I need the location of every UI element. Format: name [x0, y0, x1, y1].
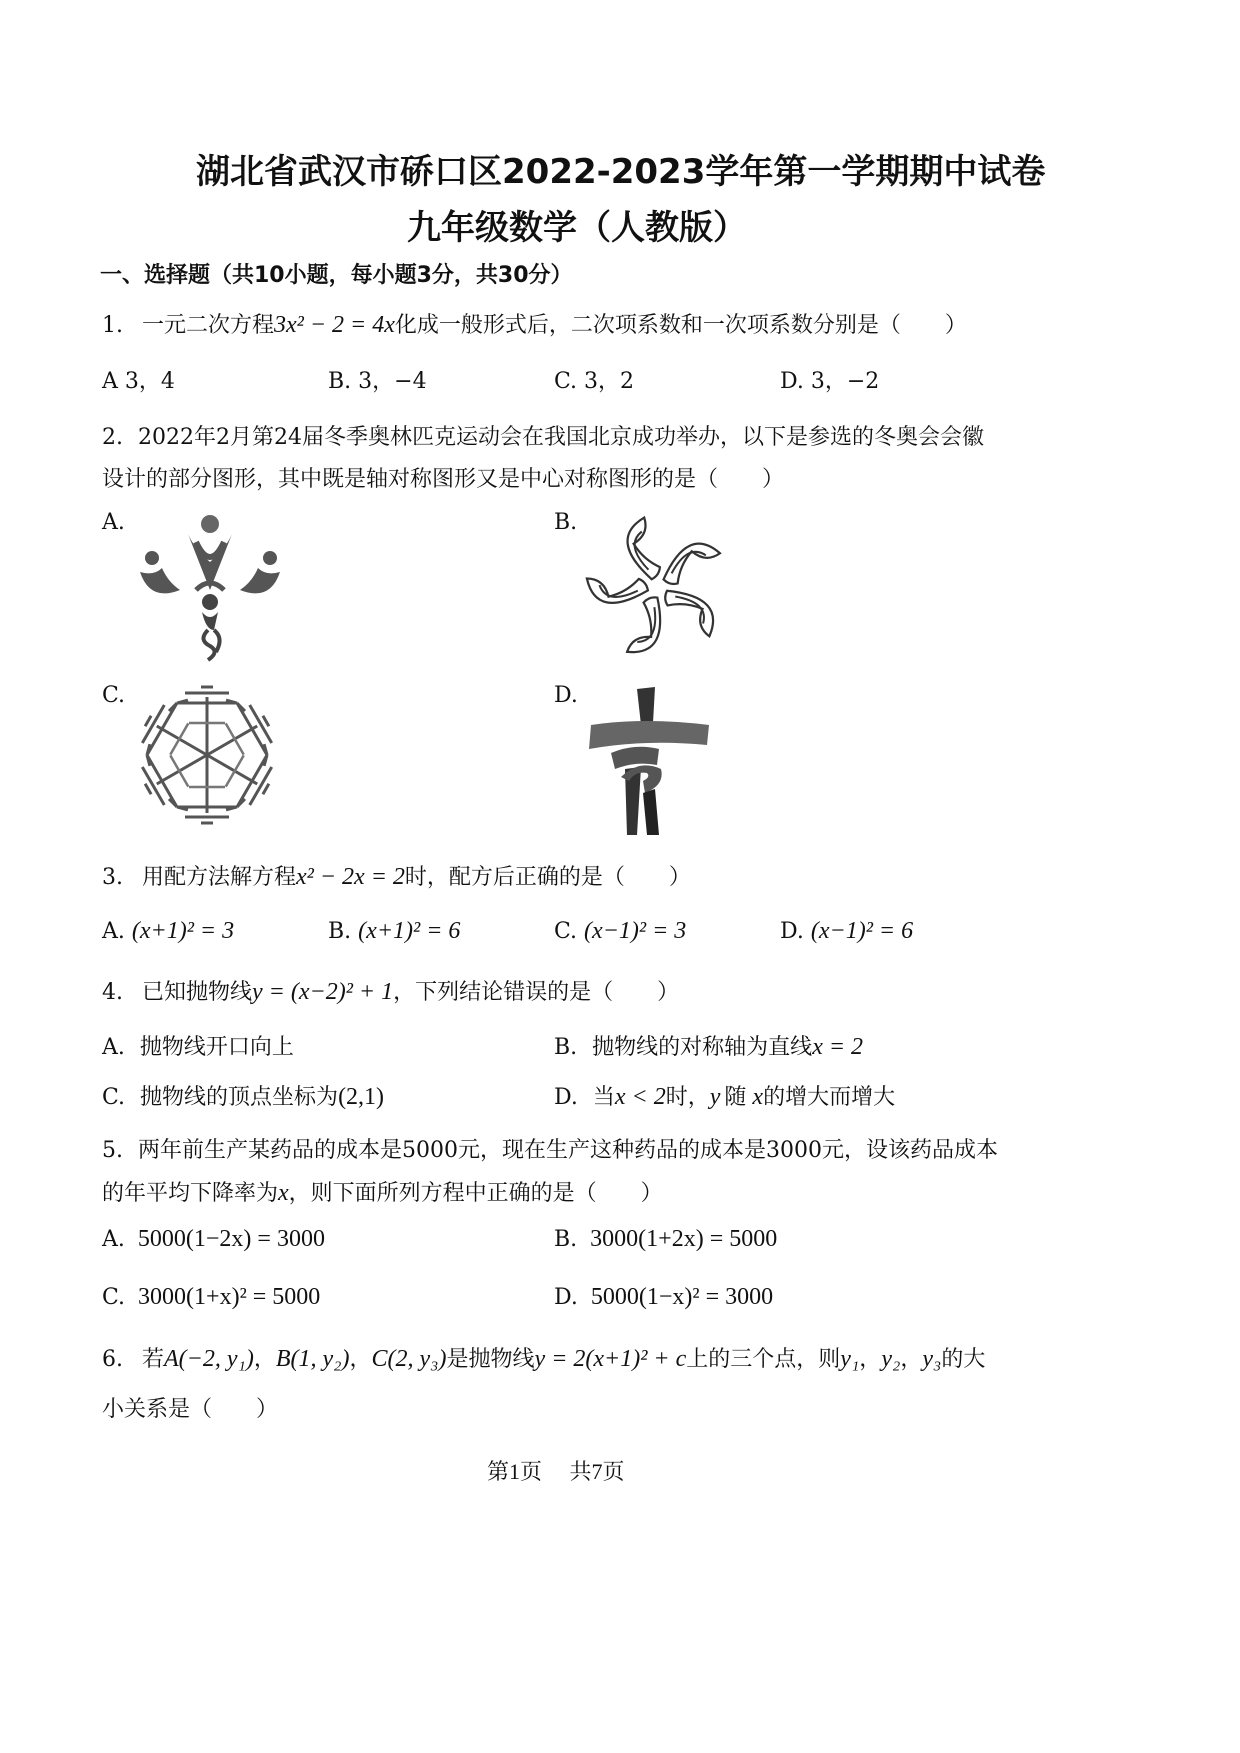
option-text: 的增大而增大	[763, 1085, 896, 1110]
option-text: 抛物线开口向上	[139, 1035, 294, 1060]
question-text: ，	[900, 1347, 923, 1372]
var-x: x	[278, 1180, 289, 1206]
question-6	[102, 1342, 985, 1373]
option-label: A.	[102, 919, 125, 944]
option-label: D.	[554, 1085, 578, 1110]
option-text: 3，2	[584, 369, 635, 394]
option-math: (x−1)² = 3	[584, 918, 687, 944]
question-text: 用配方法解方程	[142, 865, 297, 890]
option-math: x < 2	[614, 1084, 666, 1110]
var-y3: y₃	[922, 1346, 942, 1372]
option-c[interactable]	[554, 918, 686, 945]
question-text: 已知抛物线	[142, 980, 253, 1005]
option-math: 3000(1+x)² = 5000	[138, 1284, 321, 1310]
option-b[interactable]	[328, 364, 427, 395]
option-a[interactable]	[102, 1030, 294, 1061]
option-text: 3，4	[124, 369, 175, 394]
question-5	[102, 1133, 998, 1164]
question-6-line2: 小关系是（ ）	[102, 1397, 279, 1422]
option-d[interactable]	[780, 918, 913, 945]
question-4	[102, 975, 679, 1006]
equation: 3x² − 2 = 4x	[274, 312, 395, 338]
option-a[interactable]: A.	[102, 510, 125, 535]
question-text: 两年前生产某药品的成本是5000元，现在生产这种药品的成本是3000元，设该药品成本	[138, 1138, 998, 1163]
question-number: 3.	[102, 865, 123, 890]
option-b[interactable]	[328, 918, 460, 945]
option-label: D.	[780, 919, 804, 944]
question-2	[102, 420, 984, 451]
question-text: 时，配方后正确的是（ ）	[404, 865, 691, 890]
page-subtitle: 九年级数学（人教版）	[407, 208, 747, 248]
var-y1: y₁	[840, 1346, 860, 1372]
option-text: 抛物线的对称轴为直线	[592, 1035, 813, 1060]
option-label: A	[102, 369, 118, 394]
option-text: 随	[724, 1085, 747, 1110]
option-d[interactable]: D.	[554, 683, 578, 708]
question-number: 5.	[102, 1138, 123, 1163]
question-number: 1.	[102, 313, 123, 338]
option-d[interactable]	[554, 1080, 895, 1111]
option-text: 3，−2	[810, 369, 880, 394]
question-text: ，	[253, 1347, 276, 1372]
option-d[interactable]	[780, 364, 879, 395]
question-text: ，	[859, 1347, 882, 1372]
option-label: B.	[554, 1035, 578, 1060]
equation: y = 2(x+1)² + c	[534, 1346, 687, 1372]
page-total: 共7页	[569, 1459, 625, 1484]
option-text: 抛物线的顶点坐标为	[140, 1085, 339, 1110]
option-a[interactable]	[102, 364, 175, 395]
question-number: 4.	[102, 980, 123, 1005]
option-label: C.	[102, 1085, 126, 1110]
option-math: (x+1)² = 6	[358, 918, 461, 944]
option-text: 时，	[665, 1085, 710, 1110]
option-a[interactable]	[102, 918, 234, 945]
question-text: 2022年2月第24届冬季奥林匹克运动会在我国北京成功举办，以下是参选的冬奥会会徽	[138, 425, 984, 450]
option-label: C.	[102, 1285, 126, 1310]
option-label: D.	[554, 1285, 578, 1310]
question-number: 2.	[102, 425, 123, 450]
option-math: 5000(1−2x) = 3000	[137, 1226, 325, 1252]
option-text: 当	[592, 1085, 615, 1110]
var-y2: y₂	[881, 1346, 901, 1372]
question-5-line2	[102, 1176, 663, 1207]
var-x: x	[752, 1084, 764, 1110]
emblem-d-image[interactable]	[585, 685, 715, 840]
option-c[interactable]	[102, 1080, 384, 1111]
question-1	[102, 308, 967, 339]
point-b: B(1, y₂)	[275, 1346, 350, 1372]
equation: x² − 2x = 2	[296, 864, 405, 890]
option-label: A.	[102, 1035, 125, 1060]
emblem-b-image[interactable]	[585, 515, 730, 660]
equation: y = (x−2)² + 1	[252, 979, 394, 1005]
question-text: ，则下面所列方程中正确的是（ ）	[288, 1181, 663, 1206]
page-number: 第1页	[487, 1459, 543, 1484]
option-math: (x+1)² = 3	[131, 918, 235, 944]
option-math: 3000(1+2x) = 5000	[590, 1226, 778, 1252]
question-text: 若	[142, 1347, 165, 1372]
option-c[interactable]: C.	[102, 683, 126, 708]
option-label: A.	[102, 1227, 125, 1252]
option-math: 5000(1−x)² = 3000	[590, 1284, 774, 1310]
option-label: B.	[328, 369, 352, 394]
question-3	[102, 860, 691, 891]
point-c: C(2, y₃)	[371, 1346, 447, 1372]
option-label: C.	[554, 919, 578, 944]
option-text: 3，−4	[358, 369, 427, 394]
option-math: (x−1)² = 6	[810, 918, 914, 944]
option-b[interactable]	[554, 1226, 777, 1253]
option-label: B.	[554, 1227, 578, 1252]
option-label: D.	[780, 369, 804, 394]
question-text: 是抛物线	[446, 1347, 535, 1372]
question-text: ，	[349, 1347, 372, 1372]
point-a: A(−2, y₁)	[164, 1346, 254, 1372]
question-text: 化成一般形式后，二次项系数和一次项系数分别是（ ）	[394, 313, 967, 338]
question-text: 上的三个点，则	[686, 1347, 841, 1372]
option-c[interactable]	[102, 1284, 320, 1311]
question-text: 一元二次方程	[142, 313, 275, 338]
question-2-line2: 设计的部分图形，其中既是轴对称图形又是中心对称图形的是（ ）	[102, 467, 785, 492]
page-footer	[487, 1455, 625, 1486]
question-text: 的年平均下降率为	[102, 1181, 279, 1206]
option-a[interactable]	[102, 1226, 325, 1253]
option-label: C.	[554, 369, 578, 394]
question-number: 6.	[102, 1347, 123, 1372]
option-label: B.	[328, 919, 352, 944]
emblem-a-image[interactable]	[130, 512, 290, 662]
section-heading: 一、选择题（共10小题，每小题3分，共30分）	[100, 263, 573, 288]
option-math: x = 2	[812, 1034, 864, 1060]
emblem-c-image[interactable]	[132, 680, 282, 830]
option-c[interactable]	[554, 364, 634, 395]
question-text: ，下列结论错误的是（ ）	[393, 980, 680, 1005]
option-b[interactable]	[554, 1030, 863, 1061]
option-d[interactable]	[554, 1284, 773, 1311]
var-y: y	[709, 1084, 721, 1110]
page-title: 湖北省武汉市硚口区2022-2023学年第一学期期中试卷	[196, 152, 1046, 192]
option-b[interactable]: B.	[554, 510, 578, 535]
question-text: 的大	[941, 1347, 986, 1372]
option-math: (2,1)	[338, 1084, 385, 1110]
